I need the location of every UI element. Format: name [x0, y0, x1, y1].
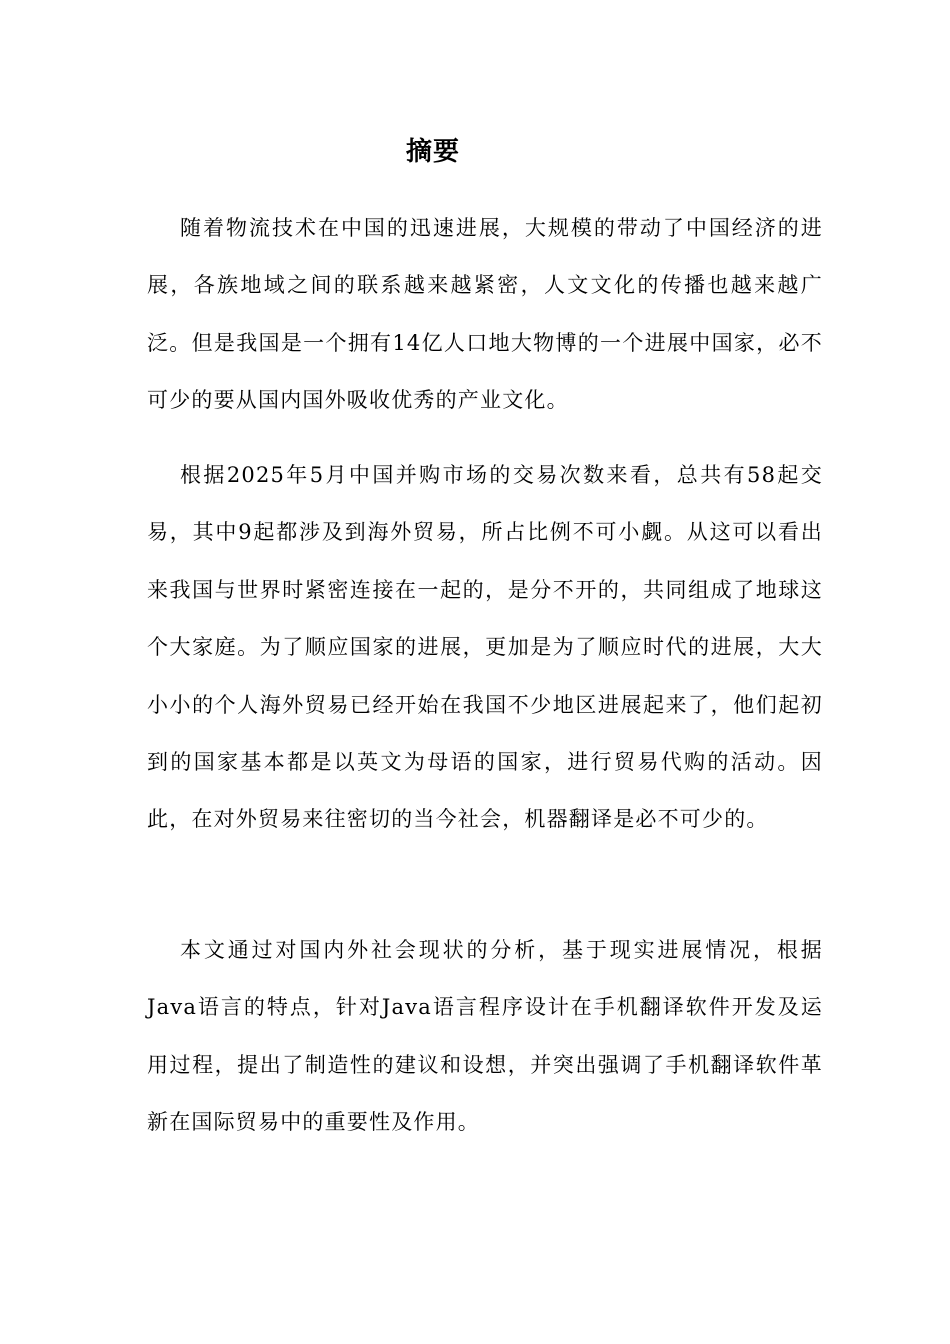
- page-title: 摘要: [405, 137, 460, 167]
- paragraph-1: 随着物流技术在中国的迅速进展，大规模的带动了中国经济的进展，各族地域之间的联系越来越紧密，人文文化的传播也越来越广泛。但是我国是一个拥有14亿人口地大物博的一个进展中国家，必不可少的要从国内国外吸收优秀的产业文化。: [147, 216, 823, 413]
- paragraph-2: 根据2025年5月中国并购市场的交易次数来看，总共有58起交易，其中9起都涉及到海外贸易，所占比例不可小觑。从这可以看出来我国与世界时紧密连接在一起的，是分不开的，共同组成了地球这个大家庭。为了顺应国家的进展，更加是为了顺应时代的进展，大大小小的个人海外贸易已经开始在我国不少地区进展起来了，他们起初到的国家基本都是以英文为母语的国家，进行贸易代购的活动。因此，在对外贸易来往密切的当今社会，机器翻译是必不可少的。: [147, 463, 823, 832]
- paragraph-3: 本文通过对国内外社会现状的分析，基于现实进展情况，根据Java语言的特点，针对Java语言程序设计在手机翻译软件开发及运用过程，提出了制造性的建议和设想，并突出强调了手机翻译软件革新在国际贸易中的重要性及作用。: [147, 938, 823, 1135]
